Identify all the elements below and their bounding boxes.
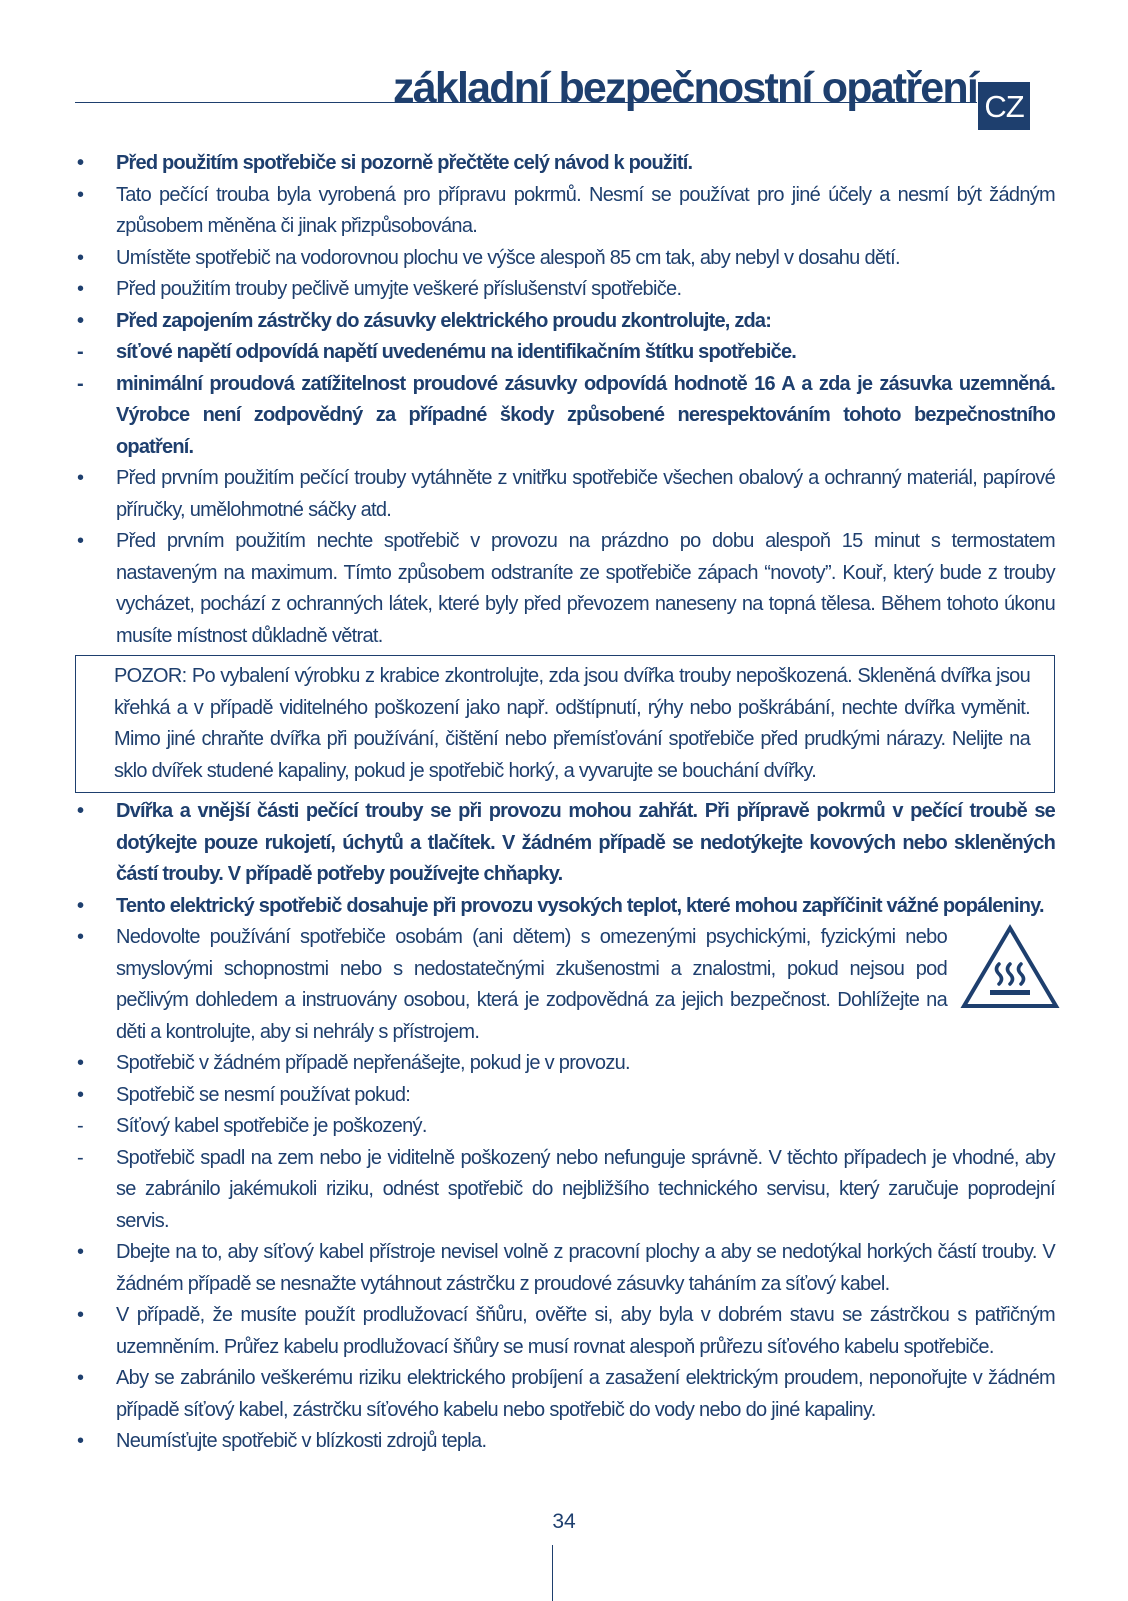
dash-marker: - xyxy=(77,341,83,363)
bullet-marker: • xyxy=(77,1083,84,1106)
item-text: Umístěte spotřebič na vodorovnou plochu ve výšce alespoň 85 cm tak, aby nebyl v dosahu dětí. xyxy=(116,246,900,269)
page-number-rule xyxy=(552,1545,553,1601)
item-text: síťové napětí odpovídá napětí uvedenému na identifikačním štítku spotřebiče. xyxy=(116,341,797,363)
list-item xyxy=(75,891,1055,923)
dash-marker: - xyxy=(77,1146,83,1169)
list-item xyxy=(75,243,1055,275)
item-text: Síťový kabel spotřebiče je poškozený. xyxy=(116,1115,427,1137)
item-text: Před použitím trouby pečlivě umyjte veškeré příslušenství spotřebiče. xyxy=(116,278,682,300)
language-badge: CZ xyxy=(978,82,1030,130)
item-text: Spotřebič v žádném případě nepřenášejte, pokud je v provozu. xyxy=(116,1052,630,1074)
bullet-marker: • xyxy=(77,1430,84,1452)
item-text: Aby se zabránilo veškerému riziku elektrického probíjení a zasažení elektrickým proudem, neponořujte v žádném případě síťový kabel, zástrčku síťového kabelu nebo spotřebič do vody nebo do jiné kapaliny. xyxy=(116,1367,1055,1421)
safety-instructions xyxy=(75,148,1055,1458)
list-item xyxy=(75,1426,1055,1458)
page-title: základní bezpečnostní opatření xyxy=(393,64,977,112)
item-text: Před prvním použitím nechte spotřebič v provozu na prázdno po dobu alespoň 15 minut s termostatem nastaveným na maximum. Tímto způsobem odstraníte ze spotřebiče zápach “novoty”. Kouř, který bude z trouby vycházet, pochází z ochranných látek, které byly před převozem naneseny na topná tělesa. Během tohoto úkonu musíte místnost důkladně větrat. xyxy=(116,530,1055,647)
bullet-marker: • xyxy=(77,1241,84,1263)
bullet-marker: • xyxy=(77,309,84,332)
item-text: Dbejte na to, aby síťový kabel přístroje nevisel volně z pracovní plochy a aby se nedotýkal horkých částí trouby. V žádném případě se nesnažte vytáhnout zástrčku z proudové zásuvky taháním za síťový kabel. xyxy=(116,1241,1055,1295)
item-text: V případě, že musíte použít prodlužovací šňůru, ověřte si, aby byla v dobrém stavu se zástrčkou s patřičným uzemněním. Průřez kabelu prodlužovací šňůry se musí rovnat alespoň průřezu síťového kabelu spotřebiče. xyxy=(116,1304,1055,1358)
bullet-marker: • xyxy=(77,1304,84,1326)
bullet-marker: • xyxy=(77,1367,84,1389)
bullet-marker: • xyxy=(77,246,84,269)
list-item xyxy=(75,922,1055,1048)
item-text: Dvířka a vnější části pečící trouby se při provozu mohou zahřát. Při přípravě pokrmů v pečící troubě se dotýkejte pouze rukojetí, úchytů a tlačítek. V žádném případě se nedotýkejte kovových nebo skleněných částí trouby. V případě potřeby používejte chňapky. xyxy=(116,800,1055,885)
dash-marker: - xyxy=(77,372,83,395)
bullet-marker: • xyxy=(77,800,84,822)
list-item xyxy=(75,1048,1055,1080)
bullet-marker: • xyxy=(77,467,84,489)
list-item xyxy=(75,1080,1055,1112)
bullet-marker: • xyxy=(77,894,84,917)
item-text: Před použitím spotřebiče si pozorně přečtěte celý návod k použití. xyxy=(116,152,693,174)
bullet-marker: • xyxy=(77,152,84,174)
list-item xyxy=(75,1300,1055,1363)
door-warning-box xyxy=(75,655,1055,793)
list-item xyxy=(75,796,1055,891)
item-text: Před prvním použitím pečící trouby vytáhněte z vnitřku spotřebiče všechen obalový a ochranný materiál, papírové příručky, umělohmotné sáčky atd. xyxy=(116,467,1055,521)
warning-text: POZOR: Po vybalení výrobku z krabice zkontrolujte, zda jsou dvířka trouby nepoškozená. Skleněná dvířka jsou křehká a v případě viditelného poškození jako např. odštípnutí, rýhy nebo poškrábání, nechte dvířka vyměnit. Mimo jiné chraňte dvířka při používání, čištění nebo přemísťování spotřebiče před prudkými nárazy. Nelijte na sklo dvířek studené kapaliny, pokud je spotřebič horký, a vyvarujte se bouchání dvířky. xyxy=(114,665,1030,782)
list-item xyxy=(75,463,1055,526)
list-item xyxy=(75,526,1055,652)
page-header xyxy=(75,60,1055,132)
sub-list-item xyxy=(75,369,1055,464)
item-text: Tato pečící trouba byla vyrobená pro přípravu pokrmů. Nesmí se používat pro jiné účely a nesmí být žádným způsobem měněna či jinak přizpůsobována. xyxy=(116,183,1055,237)
list-item xyxy=(75,148,1055,180)
item-text: Neumísťujte spotřebič v blízkosti zdrojů tepla. xyxy=(116,1430,487,1452)
item-text: Spotřebič spadl na zem nebo je viditelně poškozený nebo nefunguje správně. V těchto případech je vhodné, aby se zabránilo jakémukoli riziku, odnést spotřebič do nejbližšího technického servisu, který zaručuje poprodejní servis. xyxy=(116,1146,1055,1232)
sub-list-item xyxy=(75,337,1055,369)
page-number: 34 xyxy=(552,1510,576,1533)
bullet-marker: • xyxy=(77,183,84,206)
hot-surface-section xyxy=(75,922,1055,1048)
item-text: Spotřebič se nesmí používat pokud: xyxy=(116,1083,411,1106)
list-item xyxy=(75,180,1055,243)
item-text: Nedovolte používání spotřebiče osobám (ani dětem) s omezenými psychickými, fyzickými nebo smyslovými schopnostmi nebo s nedostatečnými zkušenostmi a znalostmi, pokud nejsou pod pečlivým dohledem a instruovány osobou, která je zodpovědná za jejich bezpečnost. Dohlížejte na děti a kontrolujte, aby si nehrály s přístrojem. xyxy=(116,926,947,1043)
sub-list-item xyxy=(75,1111,1055,1143)
item-text: Tento elektrický spotřebič dosahuje při provozu vysokých teplot, které mohou zapříčinit vážné popáleniny. xyxy=(116,894,1044,917)
item-text: minimální proudová zatížitelnost proudové zásuvky odpovídá hodnotě 16 A a zda je zásuvka uzemněná. Výrobce není zodpovědný za případné škody způsobené nerespektováním tohoto bezpečnostního opatření. xyxy=(116,372,1055,458)
list-item xyxy=(75,1363,1055,1426)
sub-list-item xyxy=(75,1143,1055,1238)
bullet-marker: • xyxy=(77,278,84,300)
list-item xyxy=(75,1237,1055,1300)
bullet-marker: • xyxy=(77,1052,84,1074)
dash-marker: - xyxy=(77,1115,83,1137)
list-item xyxy=(75,306,1055,338)
item-text: Před zapojením zástrčky do zásuvky elektrického proudu zkontrolujte, zda: xyxy=(116,309,772,332)
bullet-marker: • xyxy=(77,926,84,948)
list-item xyxy=(75,274,1055,306)
bullet-marker: • xyxy=(77,530,84,552)
